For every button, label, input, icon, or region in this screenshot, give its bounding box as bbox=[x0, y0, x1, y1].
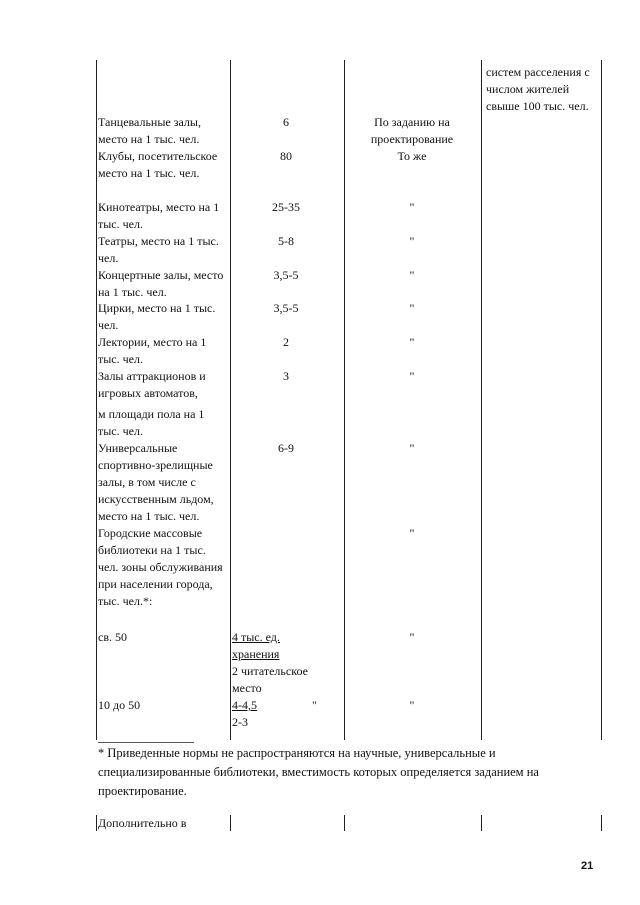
table-rule bbox=[96, 815, 97, 831]
row-name: Концертные залы, место на 1 тыс. чел. bbox=[98, 268, 224, 299]
row-name: Клубы, посетительское место на 1 тыс. чел. bbox=[98, 149, 218, 180]
row-value: 3,5-5 bbox=[273, 268, 299, 282]
table-rule bbox=[344, 60, 345, 740]
footnote: * Приведенные нормы не распространяются на научные, универсальные и специализированные библиотеки, вместимость которых определяется заданием на проектирование. bbox=[98, 746, 539, 798]
table-rule bbox=[344, 815, 345, 831]
row-value-line: 2 читательское место bbox=[232, 664, 308, 695]
table-rule bbox=[96, 60, 97, 740]
row-name: Танцевальные залы, место на 1 тыс. чел. bbox=[98, 115, 201, 146]
row-value-line: 4-4,5 bbox=[232, 698, 257, 712]
table-rule bbox=[230, 815, 231, 831]
row-value: 6-9 bbox=[278, 441, 294, 455]
row-note: По заданию на проектирование bbox=[370, 115, 454, 146]
row-value: 3 bbox=[283, 369, 289, 383]
table-rule bbox=[601, 815, 602, 831]
page-number: 21 bbox=[581, 860, 594, 872]
ditto-mark: " bbox=[312, 698, 317, 712]
row-note: " bbox=[409, 234, 415, 248]
table-rule bbox=[481, 60, 482, 740]
row-note: " bbox=[409, 369, 415, 383]
header-note: систем расселения с числом жителей свыше 100 тыс. чел. bbox=[486, 65, 590, 113]
row-name: Лектории, место на 1 тыс. чел. bbox=[98, 335, 207, 366]
row-note: " bbox=[409, 441, 415, 455]
row-note: " bbox=[409, 526, 415, 540]
row-value bbox=[232, 697, 340, 731]
row-note: То же bbox=[397, 149, 427, 163]
table-rule bbox=[481, 815, 482, 831]
row-value: 80 bbox=[280, 149, 292, 163]
row-name: Дополнительно в bbox=[98, 816, 187, 830]
row-name: Кинотеатры, место на 1 тыс. чел. bbox=[98, 200, 220, 231]
row-name: Универсальные спортивно-зрелищные залы, в том числе с искусственным льдом, место на 1 тыс. чел. bbox=[98, 441, 214, 523]
row-value: 3,5-5 bbox=[273, 301, 299, 315]
row-note: " bbox=[409, 698, 415, 712]
row-value-line: 4 тыс. ед. bbox=[232, 630, 280, 644]
row-name: Городские массовые библиотеки на 1 тыс. чел. зоны обслуживания при населении города, тыс. чел.*: bbox=[98, 526, 223, 608]
table-rule bbox=[601, 60, 602, 740]
row-note: " bbox=[409, 630, 415, 644]
row-note: " bbox=[409, 335, 415, 349]
row-name: Цирки, место на 1 тыс. чел. bbox=[98, 301, 216, 332]
row-note: " bbox=[409, 200, 415, 214]
row-name: м площади пола на 1 тыс. чел. bbox=[98, 407, 205, 438]
row-name: 10 до 50 bbox=[98, 698, 141, 712]
table-rule bbox=[230, 60, 231, 740]
row-value-line: 2-3 bbox=[232, 715, 248, 729]
row-value bbox=[232, 629, 340, 697]
row-value-line: хранения bbox=[232, 647, 280, 661]
row-value: 5-8 bbox=[278, 234, 294, 248]
row-note: " bbox=[409, 301, 415, 315]
row-name: Залы аттракционов и игровых автоматов, bbox=[98, 369, 206, 400]
row-note: " bbox=[409, 268, 415, 282]
row-name: Театры, место на 1 тыс. чел. bbox=[98, 234, 219, 265]
row-value: 2 bbox=[283, 335, 289, 349]
row-name: св. 50 bbox=[98, 630, 127, 644]
row-value: 25-35 bbox=[272, 200, 300, 214]
footnote-rule bbox=[98, 742, 194, 743]
row-value: 6 bbox=[283, 115, 289, 129]
